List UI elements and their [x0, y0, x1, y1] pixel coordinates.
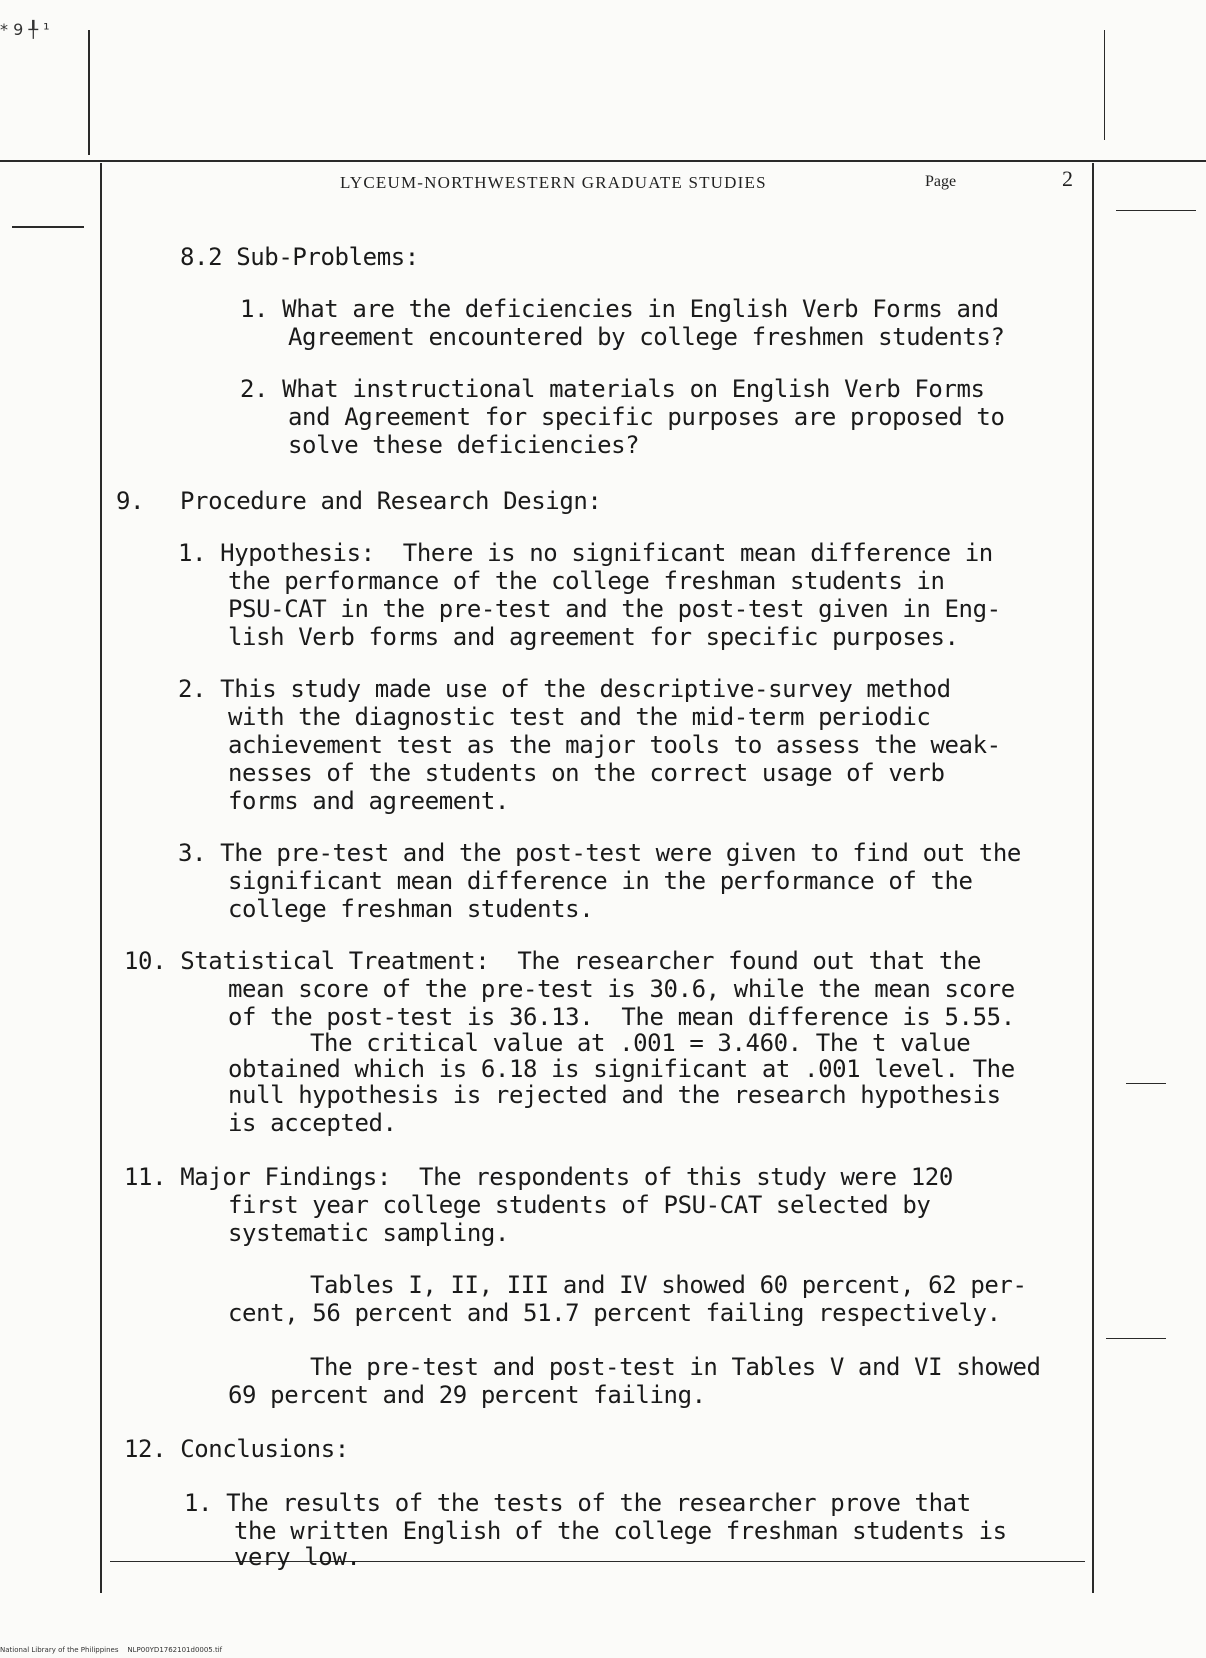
page-number: 2	[1062, 166, 1073, 191]
section-heading: 11. Major Findings: The respondents of this study were 120	[124, 1163, 953, 1191]
text-line: of the post-test is 36.13. The mean difference is 5.55.	[228, 1003, 1015, 1031]
text-line: significant mean difference in the performance of the	[228, 867, 973, 895]
text-line: cent, 56 percent and 51.7 percent failing respectively.	[228, 1299, 1001, 1327]
text-line: achievement test as the major tools to assess the weak-	[228, 731, 1001, 759]
header-top-rule	[0, 160, 1206, 162]
right-margin-tick-3	[1106, 1338, 1166, 1339]
text-line: the performance of the college freshman students in	[228, 567, 945, 595]
subproblems-heading: 8.2 Sub-Problems:	[180, 243, 419, 271]
text-line: obtained which is 6.18 is significant at .001 level. The	[228, 1055, 1015, 1083]
left-margin-tick	[12, 226, 84, 228]
text-line: PSU-CAT in the pre-test and the post-test given in Eng-	[228, 595, 1001, 623]
text-line: 1. What are the deficiencies in English Verb Forms and	[240, 295, 999, 323]
text-line: forms and agreement.	[228, 787, 509, 815]
running-header-title: LYCEUM-NORTHWESTERN GRADUATE STUDIES	[340, 173, 767, 192]
text-line: systematic sampling.	[228, 1219, 509, 1247]
scan-footer: National Library of the Philippines NLP00YD1762101d0005.tif	[0, 1646, 223, 1654]
text-line: the written English of the college freshman students is	[234, 1517, 1007, 1545]
text-line: The critical value at .001 = 3.460. The t value	[310, 1029, 971, 1057]
section-heading: 12. Conclusions:	[124, 1435, 349, 1463]
text-line: and Agreement for specific purposes are proposed to	[288, 403, 1005, 431]
page-left-border	[100, 163, 102, 1593]
text-line: Tables I, II, III and IV showed 60 percent, 62 per-	[310, 1271, 1027, 1299]
section-heading: Procedure and Research Design:	[180, 487, 602, 515]
section-number: 9.	[116, 487, 145, 515]
text-line: The pre-test and post-test in Tables V and VI showed	[310, 1353, 1041, 1381]
text-line: Agreement encountered by college freshmen students?	[288, 323, 1005, 351]
text-line: 2. This study made use of the descriptive-survey method	[178, 675, 951, 703]
text-line: first year college students of PSU-CAT selected by	[228, 1191, 931, 1219]
text-line: solve these deficiencies?	[288, 431, 640, 459]
text-line: 1. Hypothesis: There is no significant mean difference in	[178, 539, 993, 567]
text-line: 1. The results of the tests of the researcher prove that	[184, 1489, 971, 1517]
text-line: 3. The pre-test and the post-test were given to find out the	[178, 839, 1021, 867]
top-right-vertical-rule	[1104, 30, 1105, 140]
text-line: mean score of the pre-test is 30.6, while the mean score	[228, 975, 1015, 1003]
right-margin-tick-1	[1116, 210, 1196, 211]
text-line: lish Verb forms and agreement for specific purposes.	[228, 623, 959, 651]
text-line: is accepted.	[228, 1109, 397, 1137]
text-line: college freshman students.	[228, 895, 594, 923]
text-line: very low.	[234, 1543, 361, 1571]
page-label: Page	[925, 173, 957, 190]
top-specks: * 9 ╀ ¹	[0, 20, 50, 39]
text-line: nesses of the students on the correct usage of verb	[228, 759, 945, 787]
right-margin-tick-2	[1126, 1083, 1166, 1084]
section-heading: 10. Statistical Treatment: The researcher found out that the	[124, 947, 982, 975]
text-line: 69 percent and 29 percent failing.	[228, 1381, 706, 1409]
top-left-vertical-rule	[88, 30, 90, 155]
page-right-border	[1092, 163, 1094, 1593]
text-line: 2. What instructional materials on English Verb Forms	[240, 375, 985, 403]
text-line: null hypothesis is rejected and the research hypothesis	[228, 1081, 1001, 1109]
text-line: with the diagnostic test and the mid-term periodic	[228, 703, 931, 731]
